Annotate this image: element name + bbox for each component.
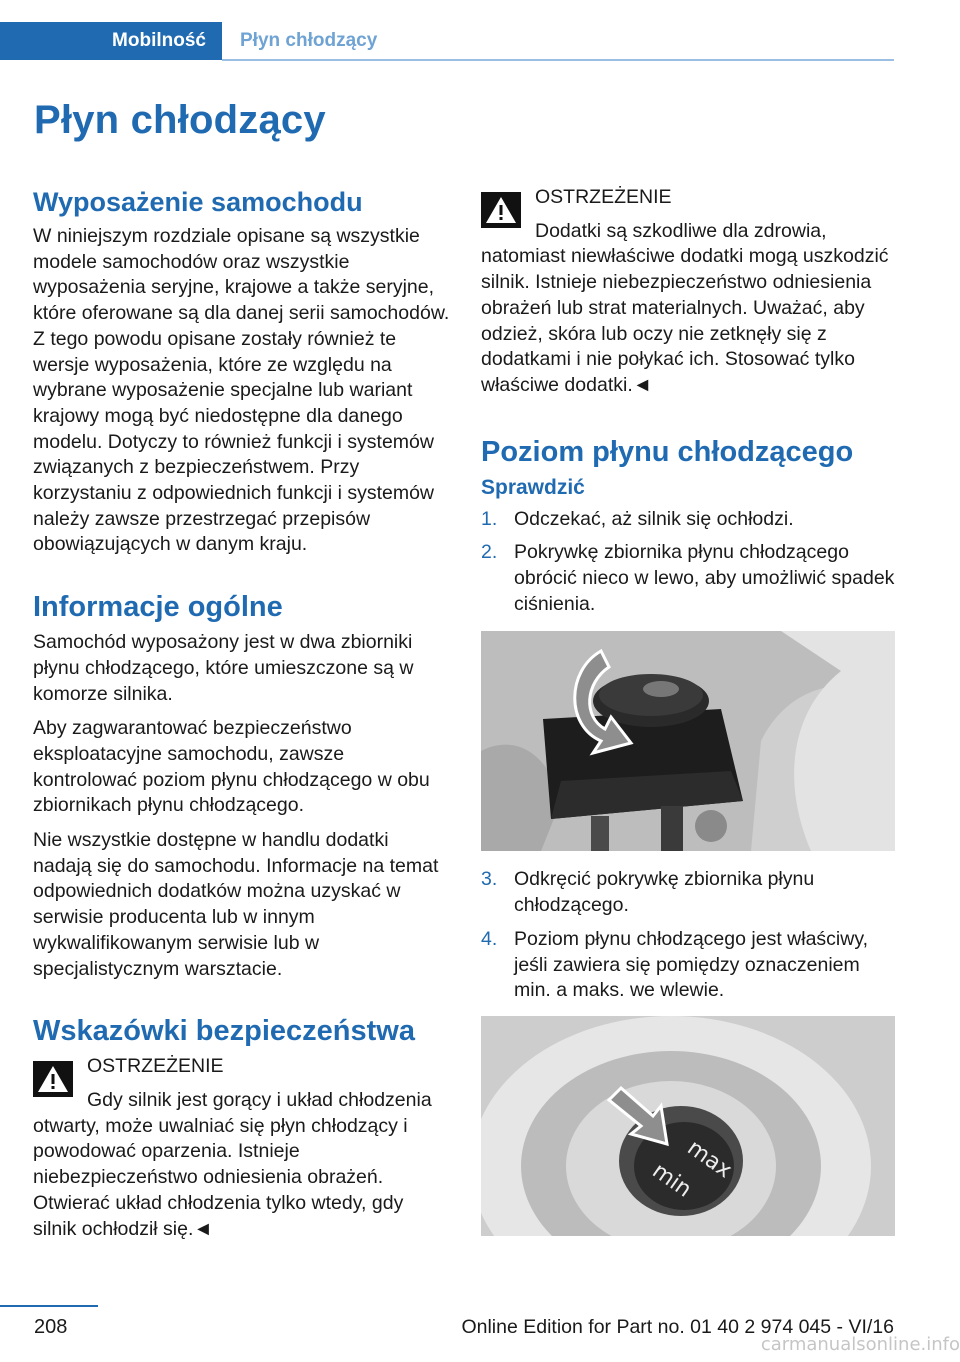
step-text: Pokrywkę zbiornika płynu chłodzącego obrócić nieco w lewo, aby umożliwić spadek ciśnienia.	[514, 541, 895, 615]
header-tabs	[0, 22, 894, 60]
header-rule	[222, 59, 894, 61]
coolant-reservoir-photo	[481, 631, 895, 851]
list-item	[481, 867, 895, 918]
step-text: Poziom płynu chłodzącego jest właściwy, jeśli zawiera się pomiędzy oznaczeniem min. a maks. we wlewie.	[514, 927, 869, 1002]
subheading-sprawdzic: Sprawdzić	[481, 475, 585, 499]
heading-wskazowki: Wskazówki bezpieczeństwa	[33, 1015, 415, 1048]
steps-list-1	[481, 507, 895, 618]
footer-rule	[0, 1305, 98, 1307]
list-item	[481, 927, 895, 1004]
warning-icon	[33, 1061, 73, 1097]
list-item	[481, 507, 895, 533]
right-column	[481, 185, 895, 1252]
steps-list-2	[481, 867, 895, 1004]
warning-block-2	[481, 185, 895, 399]
para-informacje-3: Nie wszystkie dostępne w handlu dodatki nadają się do samochodu. Informacje na temat odpowiednich dodatków można uzyskać w serwisie producenta lub w innym wykwalifikowanym serwisie lub w specjalistycznym warsztacie.	[33, 829, 439, 980]
warning-block-1	[33, 1054, 451, 1242]
tab-mobilnosc[interactable]: Mobilność	[0, 22, 222, 60]
warning-label: OSTRZEŻENIE	[535, 186, 672, 208]
para-wyposazenie: W niniejszym rozdziale opisane są wszystkie modele samochodów oraz wszystkie wyposażenia seryjne, krajowe a także seryjne, które oferowane są dla danej serii samochodów. Z tego powodu opisane zostały również te wersje wyposażenia, które ze względu na wybrane wyposażenie specjalne lub wariant krajowy mogą być niedostępne dla danego modelu. Dotyczy to również funkcji i systemów związanych z bezpieczeństwem. Przy korzystaniu z odpowiednich funkcji i systemów należy zawsze przestrzegać przepisów obowiązujących w danym kraju.	[33, 225, 450, 556]
heading-wyposazenie: Wyposażenie samochodu	[33, 187, 363, 217]
min-mark: min	[647, 1158, 696, 1203]
step-text: Odczekać, aż silnik się ochłodzi.	[514, 507, 794, 530]
warning-text: Gdy silnik jest gorący i układ chłodzenia otwarty, może uwalniać się płyn chłodzący i powodować oparzenia. Istnieje niebezpieczeństwo odniesienia obrażeń. Otwierać układ chłodzenia tylko wtedy, gdy silnik ochłodził się.◄	[33, 1088, 432, 1240]
warning-icon	[481, 192, 521, 228]
para-informacje-2: Aby zagwarantować bezpieczeństwo eksploatacyjne samochodu, zawsze kontrolować poziom płynu chłodzącego w obu zbiornikach płynu chłodzącego.	[33, 717, 430, 817]
step-text: Odkręcić pokrywkę zbiornika płynu chłodzącego.	[514, 868, 815, 917]
step-number: 2.	[481, 541, 498, 564]
max-mark: max	[682, 1135, 737, 1184]
list-item	[481, 540, 895, 617]
step-number: 3.	[481, 868, 498, 891]
edition-note: Online Edition for Part no. 01 40 2 974 045 - VI/16	[461, 1316, 894, 1338]
filler-neck-photo	[481, 1016, 895, 1236]
heading-informacje: Informacje ogólne	[33, 591, 283, 624]
warning-label: OSTRZEŻENIE	[87, 1055, 224, 1078]
page-number: 208	[34, 1316, 68, 1338]
page-title: Płyn chłodzący	[34, 98, 326, 142]
para-informacje-1: Samochód wyposażony jest w dwa zbiorniki płynu chłodzącego, które umieszczone są w komorze silnika.	[33, 631, 414, 705]
step-number: 4.	[481, 927, 498, 950]
warning-text: Dodatki są szkodliwe dla zdrowia, natomiast niewłaściwe dodatki mogą uszkodzić silnik. Istnieje niebezpieczeństwo odniesienia obrażeń lub strat materialnych. Uważać, aby odzież, skóra lub oczy nie zetknęły się z dodatkami i nie połykać ich. Stosować tylko właściwe dodatki.◄	[481, 219, 889, 396]
heading-poziom: Poziom płynu chłodzącego	[481, 435, 854, 468]
left-column	[33, 186, 451, 1242]
step-number: 1.	[481, 507, 498, 530]
tab-plyn-chlodzacy[interactable]: Płyn chłodzący	[240, 30, 378, 51]
watermark: carmanualsonline.info	[760, 1334, 960, 1355]
